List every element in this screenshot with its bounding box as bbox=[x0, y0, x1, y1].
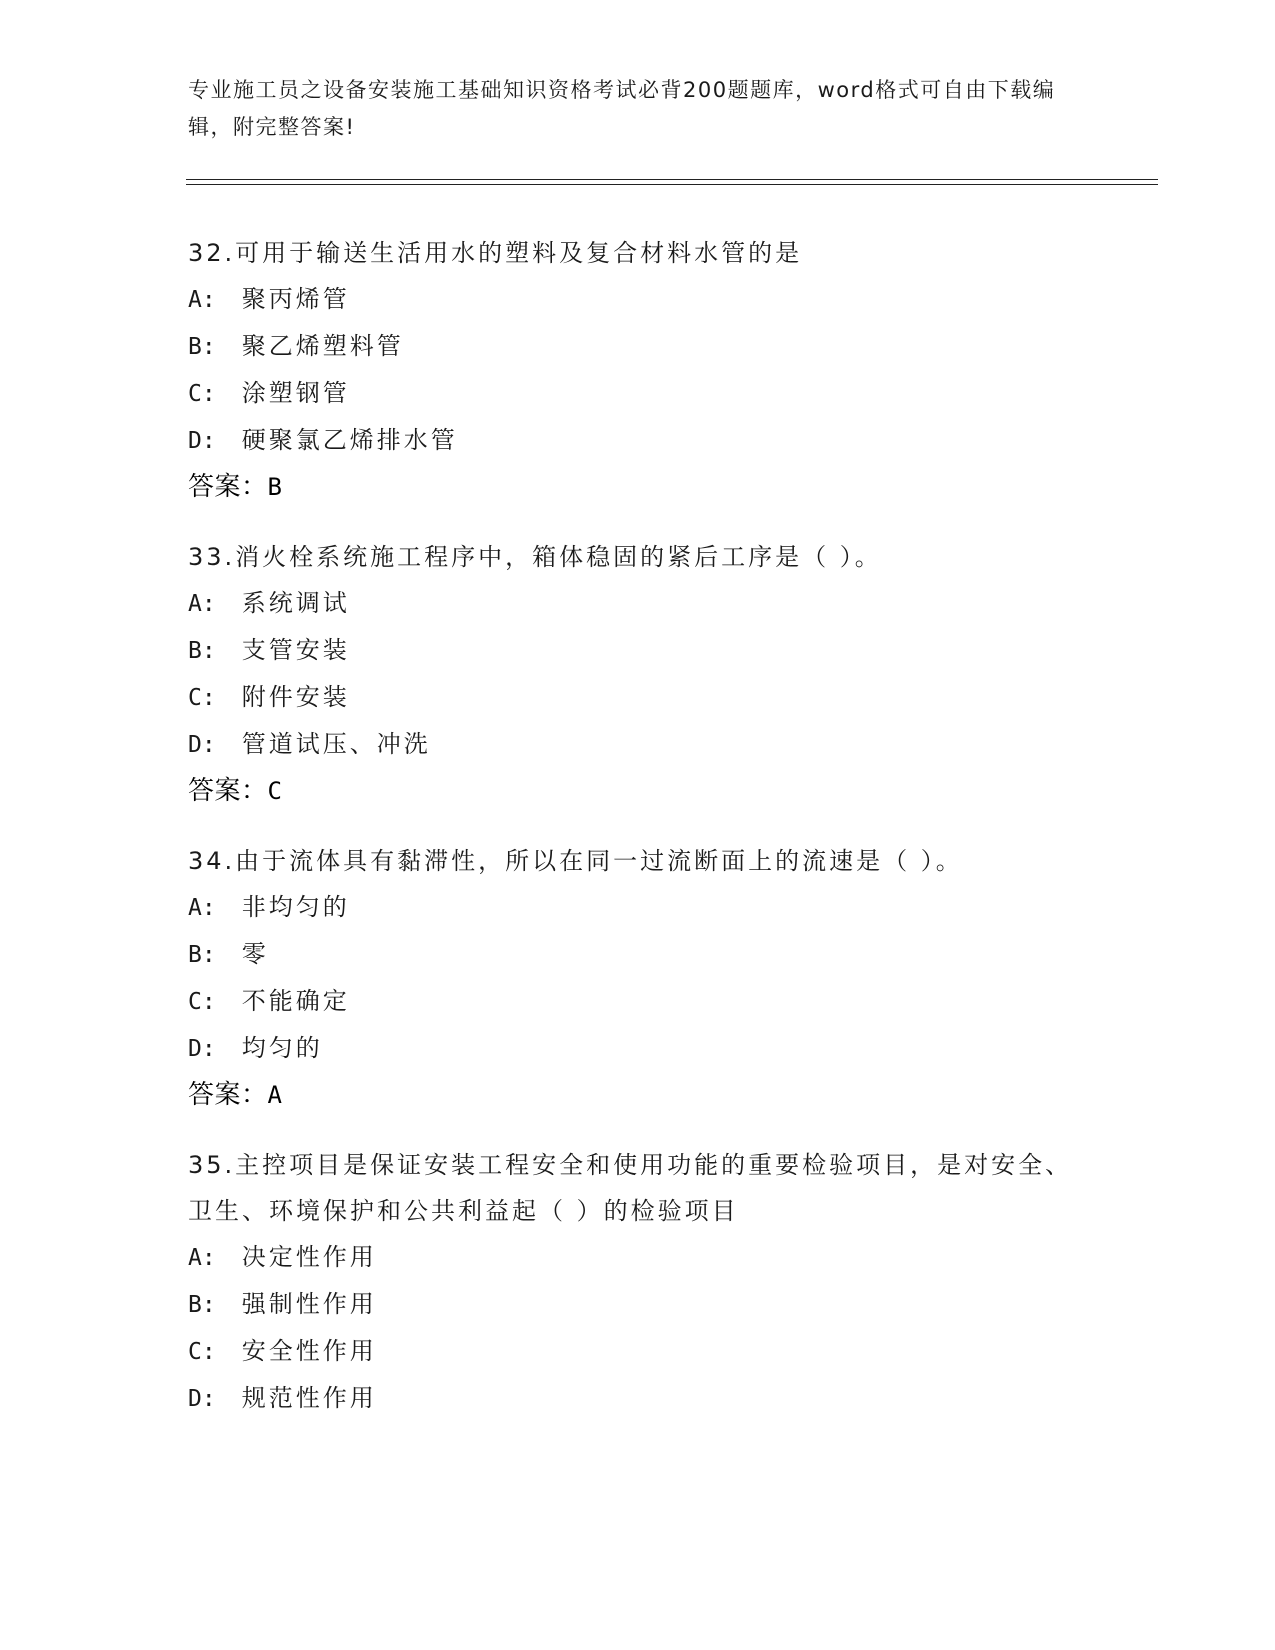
answer-label: 答案： bbox=[188, 776, 268, 806]
option-c bbox=[188, 674, 1088, 721]
option-key: D: bbox=[188, 732, 216, 758]
option-c bbox=[188, 1328, 1088, 1375]
option-key: C: bbox=[188, 381, 216, 407]
option-key: C: bbox=[188, 685, 216, 711]
option-b bbox=[188, 1281, 1088, 1328]
option-key: D: bbox=[188, 1386, 216, 1412]
option-text: 非均匀的 bbox=[241, 893, 350, 921]
question-stem: 33.消火栓系统施工程序中，箱体稳固的紧后工序是（ ）。 bbox=[188, 543, 882, 571]
option-d bbox=[188, 417, 1088, 464]
option-c bbox=[188, 370, 1088, 417]
option-b bbox=[188, 931, 1088, 978]
option-key: A: bbox=[188, 895, 216, 921]
answer-value: A bbox=[267, 1081, 283, 1109]
answer-line bbox=[188, 768, 1088, 814]
option-text: 附件安装 bbox=[241, 683, 350, 711]
question-stem: 34.由于流体具有黏滞性，所以在同一过流断面上的流速是（ ）。 bbox=[188, 847, 963, 875]
answer-line bbox=[188, 464, 1088, 510]
option-key: B: bbox=[188, 942, 216, 968]
option-c bbox=[188, 978, 1088, 1025]
option-key: B: bbox=[188, 638, 216, 664]
document-header bbox=[188, 72, 1068, 146]
question-stem: 35.主控项目是保证安装工程安全和使用功能的重要检验项目，是对安全、卫生、环境保护和公共利益起（ ）的检验项目 bbox=[188, 1151, 1073, 1225]
option-key: A: bbox=[188, 1245, 216, 1271]
option-d bbox=[188, 1025, 1088, 1072]
option-a bbox=[188, 884, 1088, 931]
question-33 bbox=[188, 534, 1088, 814]
option-text: 规范性作用 bbox=[241, 1384, 377, 1412]
header-divider-top bbox=[186, 179, 1158, 180]
option-key: D: bbox=[188, 428, 216, 454]
option-key: B: bbox=[188, 334, 216, 360]
option-a bbox=[188, 276, 1088, 323]
option-text: 系统调试 bbox=[241, 589, 350, 617]
question-35 bbox=[188, 1142, 1088, 1422]
option-a bbox=[188, 580, 1088, 627]
option-text: 零 bbox=[241, 940, 269, 968]
option-a bbox=[188, 1234, 1088, 1281]
option-key: B: bbox=[188, 1292, 216, 1318]
question-32 bbox=[188, 230, 1088, 510]
question-34 bbox=[188, 838, 1088, 1118]
option-key: D: bbox=[188, 1036, 216, 1062]
option-text: 安全性作用 bbox=[241, 1337, 377, 1365]
answer-value: C bbox=[267, 777, 283, 805]
option-text: 决定性作用 bbox=[241, 1243, 377, 1271]
option-text: 管道试压、冲洗 bbox=[241, 730, 431, 758]
answer-label: 答案： bbox=[188, 1080, 268, 1110]
option-text: 均匀的 bbox=[241, 1034, 323, 1062]
option-key: A: bbox=[188, 287, 216, 313]
option-text: 不能确定 bbox=[241, 987, 350, 1015]
answer-value: B bbox=[267, 473, 283, 501]
option-text: 支管安装 bbox=[241, 636, 350, 664]
option-text: 聚丙烯管 bbox=[241, 285, 350, 313]
option-text: 涂塑钢管 bbox=[241, 379, 350, 407]
option-d bbox=[188, 721, 1088, 768]
option-text: 硬聚氯乙烯排水管 bbox=[241, 426, 458, 454]
question-stem: 32.可用于输送生活用水的塑料及复合材料水管的是 bbox=[188, 239, 803, 267]
answer-label: 答案： bbox=[188, 472, 268, 502]
option-b bbox=[188, 627, 1088, 674]
option-b bbox=[188, 323, 1088, 370]
answer-line bbox=[188, 1072, 1088, 1118]
document-title: 专业施工员之设备安装施工基础知识资格考试必背200题题库，word格式可自由下载编辑，附完整答案! bbox=[188, 78, 1056, 139]
option-key: C: bbox=[188, 989, 216, 1015]
option-text: 聚乙烯塑料管 bbox=[241, 332, 404, 360]
option-text: 强制性作用 bbox=[241, 1290, 377, 1318]
header-divider-bottom bbox=[186, 184, 1158, 185]
option-key: C: bbox=[188, 1339, 216, 1365]
option-key: A: bbox=[188, 591, 216, 617]
option-d bbox=[188, 1375, 1088, 1422]
